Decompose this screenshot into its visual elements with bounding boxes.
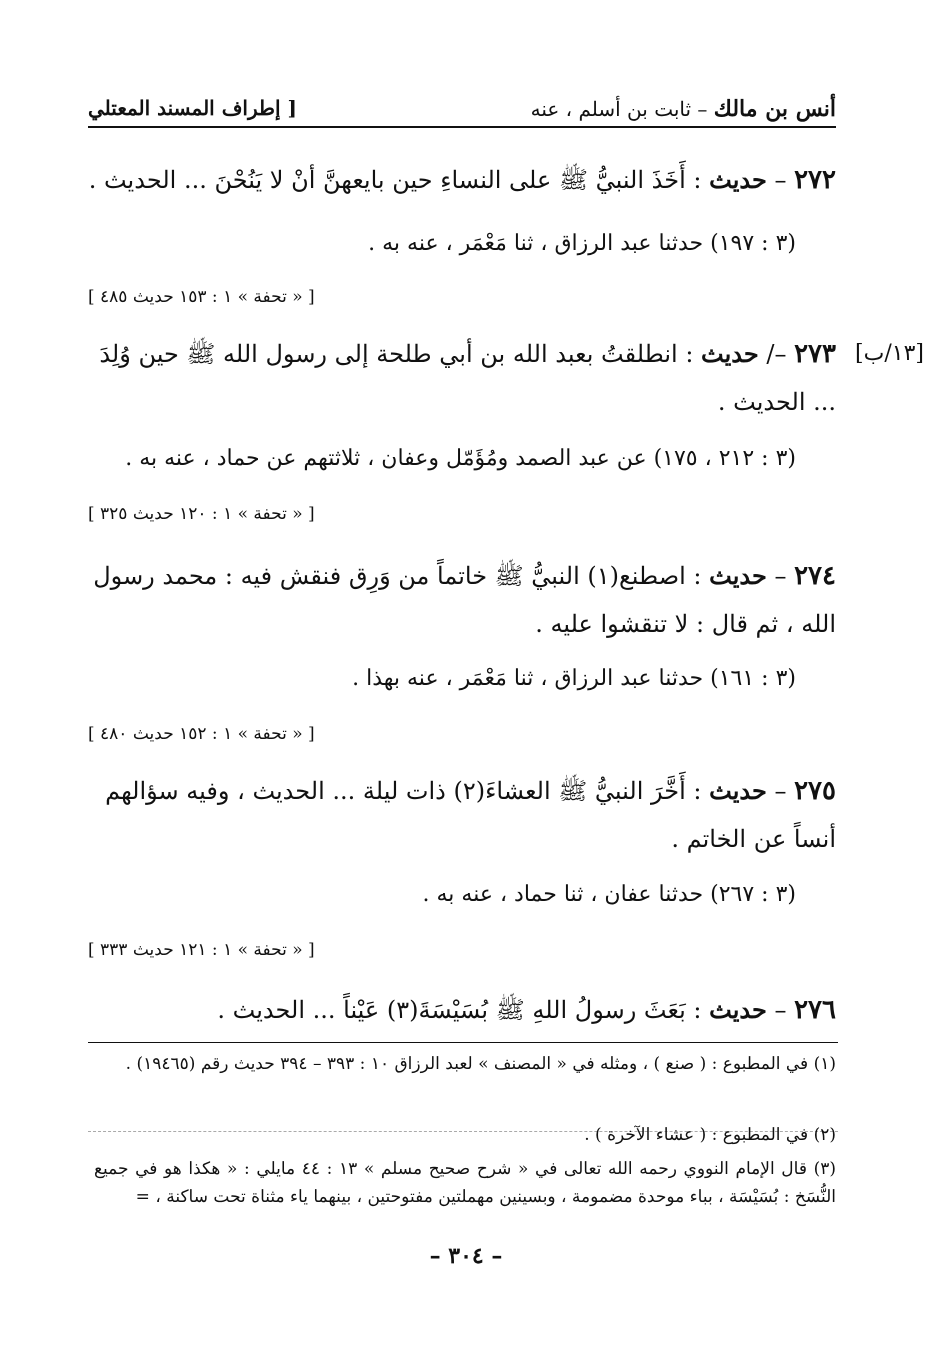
hadith-number: ٢٧٢ — [794, 165, 836, 195]
footnote-2: (٢) في المطبوع : ( عشاء الآخرة ) . — [584, 1125, 836, 1145]
header-narrator: – ثابت بن أسلم ، عنه — [530, 97, 714, 121]
tuhfa-reference-274: [ « تحفة » ١ : ١٥٢ حديث ٤٨٠ ] — [88, 724, 315, 744]
hadith-entry-272: ٢٧٢ – حديث : أَخَذَ النبيُّ ﷺ على النساءِ حين بايعهنَّ أنْ لا يَنُحْنَ ... الحديث . — [88, 165, 836, 195]
margin-folio-note: [١٣/ب] — [855, 341, 924, 366]
isnad-chain-273: (٣ : ٢١٢ ، ١٧٥) عن عبد الصمد ومُؤَمّل وعفان ، ثلاثتهم عن حماد ، عنه به . — [125, 446, 796, 471]
hadith-keyword: حديث — [701, 339, 759, 368]
hadith-keyword: حديث — [709, 165, 767, 194]
hadith-keyword: حديث — [709, 776, 767, 805]
footnote-rule — [88, 1042, 838, 1043]
footnote-3: (٣) قال الإمام النووي رحمه الله تعالى في « شرح صحيح مسلم » ١٣ : ٤٤ مايلي : « هكذا هو في جميع النُّسَخ : بُسَيْسَة ، بباء موحدة مضمومة ، وبسينين مهملتين مفتوحتين ، بينهما ياء مثناة تحت ساكنة ، = — [94, 1159, 836, 1207]
isnad-chain-272: (٣ : ١٩٧) حدثنا عبد الرزاق ، ثنا مَعْمَر ، عنه به . — [368, 231, 796, 256]
header-companion-name: أنس بن مالك — [713, 96, 836, 122]
footnote-1: (١) في المطبوع : ( صنع ) ، ومثله في « المصنف » لعبد الرزاق ١٠ : ٣٩٣ – ٣٩٤ حديث رقم (١٩٤٦٥) . — [125, 1054, 836, 1074]
hadith-keyword: حديث — [709, 995, 767, 1024]
tuhfa-reference-273: [ « تحفة » ١ : ١٢٠ حديث ٣٢٥ ] — [88, 504, 315, 524]
hadith-entry-276: ٢٧٦ – حديث : بَعَثَ رسولُ اللهِ ﷺ بُسَيْسَةَ(٣) عَيْناً ... الحديث . — [217, 995, 836, 1025]
hadith-entry-275: ٢٧٥ – حديث : أَخَّرَ النبيُّ ﷺ العشاءَ(٢) ذات ليلة ... الحديث ، وفيه سؤالهم أنساً عن الخاتم . — [105, 776, 836, 853]
page-number: – ٣٠٤ – — [429, 1243, 503, 1269]
hadith-entry-274: ٢٧٤ – حديث : اصطنع(١) النبيُّ ﷺ خاتماً من وَرِق فنقش فيه : محمد رسول الله ، ثم قال : لا تنقشوا عليه . — [93, 561, 836, 638]
hadith-text: : انطلقتُ بعبد الله بن أبي طلحة إلى رسول الله ﷺ حين وُلِدَ ... الحديث . — [99, 340, 836, 416]
hadith-number: ٢٧٦ — [794, 995, 836, 1025]
isnad-chain-274: (٣ : ١٦١) حدثنا عبد الرزاق ، ثنا مَعْمَر ، عنه بهذا . — [352, 666, 796, 691]
header-book-title: [ إطراف المسند المعتلي — [88, 96, 297, 120]
hadith-number: ٢٧٣ — [794, 339, 836, 369]
running-header — [88, 96, 836, 128]
hadith-text: : أَخَّرَ النبيُّ ﷺ العشاءَ(٢) ذات ليلة ... الحديث ، وفيه سؤالهم أنساً عن الخاتم . — [105, 777, 836, 853]
hadith-text: : أَخَذَ النبيُّ ﷺ على النساءِ حين بايعهنَّ أنْ لا يَنُحْنَ ... الحديث . — [88, 166, 702, 194]
folio-separator: –/ — [758, 340, 787, 368]
hadith-text: : بَعَثَ رسولُ اللهِ ﷺ بُسَيْسَةَ(٣) عَيْناً ... الحديث . — [217, 996, 702, 1024]
tuhfa-reference-275: [ « تحفة » ١ : ١٢١ حديث ٣٣٣ ] — [88, 940, 315, 960]
hadith-number: ٢٧٤ — [794, 561, 836, 591]
tuhfa-reference-272: [ « تحفة » ١ : ١٥٣ حديث ٤٨٥ ] — [88, 287, 315, 307]
hadith-entry-273 — [88, 330, 836, 426]
hadith-text: : اصطنع(١) النبيُّ ﷺ خاتماً من وَرِق فنقش فيه : محمد رسول الله ، ثم قال : لا تنقشوا عليه . — [93, 562, 836, 638]
hadith-number: ٢٧٥ — [794, 776, 836, 806]
hadith-keyword: حديث — [709, 561, 767, 590]
isnad-chain-275: (٣ : ٢٦٧) حدثنا عفان ، ثنا حماد ، عنه به . — [422, 882, 796, 907]
header-chapter — [531, 96, 836, 122]
